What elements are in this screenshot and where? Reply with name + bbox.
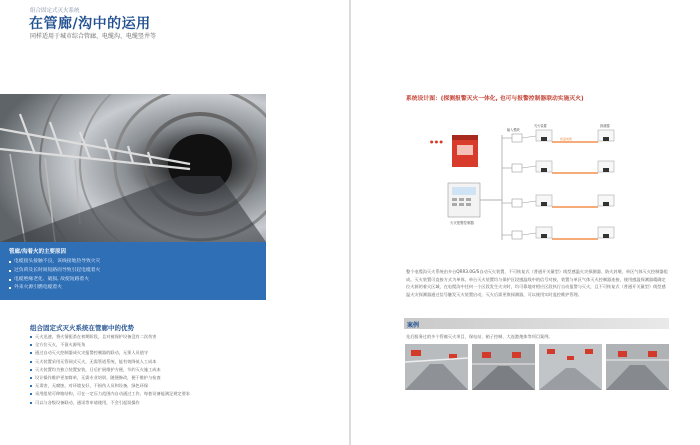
tunnel-photo xyxy=(0,94,266,242)
list-item: 设计操作维护更加简单，无需专业培训，随便修改，便于维护与检查 xyxy=(30,374,190,382)
case-description: 先后服务过的多个管廊灭火项目，保电站、箱子控制、大连港炮体等项目案例。 xyxy=(406,334,553,339)
advantages-title: 组合固定式灭火系统在管廊中的优势 xyxy=(30,324,134,332)
fire-causes-list xyxy=(9,258,266,293)
list-item: 可以与各级设备联动，通讯等申请使用，不会引起误操作 xyxy=(30,399,190,407)
page-spine xyxy=(349,0,351,445)
list-item: 过负荷及长时间短路而导致引起电缆着火 xyxy=(9,267,266,276)
case-photos xyxy=(405,344,669,390)
case-section-bar xyxy=(404,318,669,329)
case-photo xyxy=(539,344,602,390)
list-item: 外来火源引燃电缆着火 xyxy=(9,284,266,293)
detector-label: 探测器 xyxy=(600,124,610,128)
case-photo xyxy=(606,344,669,390)
list-item: 灭火装置采用无管网式灭火，无需管道系统，能有效降低人工成本 xyxy=(30,358,190,366)
svg-text:● ● ●: ● ● ● xyxy=(430,139,444,144)
page-subtitle: 同样适用于城市综合管廊、电缆沟、电缆竖井等 xyxy=(30,33,157,40)
system-diagram-drawing xyxy=(400,105,660,257)
case-label: 案例 xyxy=(407,322,420,329)
case-photo xyxy=(472,344,535,390)
list-item: 全方位灭火，不留火源死角 xyxy=(30,341,190,349)
list-item: 灭火迅速，将火情扼杀在初期阶段，且对被保护设备没有二次伤害 xyxy=(30,333,190,341)
module-label: 输入模块 xyxy=(507,128,520,132)
fire-causes-box xyxy=(0,242,266,300)
device-label: 灭火装置 xyxy=(534,124,547,128)
series-label: 组合固定式灭火系统 xyxy=(30,8,80,14)
list-item: 电缆绝缘老化、破损, 故使短路着火 xyxy=(9,276,266,285)
list-item: 通过自动灭火控制器成火灾报警控制器的联动，无须人员值守 xyxy=(30,349,190,357)
fire-causes-title: 管廊/沟着火的主要原因 xyxy=(9,249,67,255)
cable-label: 感温电缆 xyxy=(560,137,573,141)
advantages-list xyxy=(30,333,190,407)
case-photo xyxy=(405,344,468,390)
page-title: 在管廊/沟中的运用 xyxy=(29,16,151,32)
system-design-title: 系统设计图：(探测报警灭火一体化, 也可与报警控制器联动实施灭火) xyxy=(406,96,584,102)
list-item: 采用组装可伸缩结构，可在一定压力范围内自动通过工作，每套设备能满足规定要求 xyxy=(30,390,190,398)
system-diagram xyxy=(400,105,660,257)
list-item: 电缆接头接触不良，该线接地热导致火灾 xyxy=(9,258,266,267)
tunnel-illustration xyxy=(0,94,266,242)
system-description: 整个电缆沟灭火系统由多台QRR3.0G/S自动灭火装置、不可恢复式（普通开关量型）线型感温火灾探测器、防火封堵、单区气体灭火控制器组成。灭火装置可直接方式为单体，单台灭火装置均与保护区段感温线中的信号对接，装置与单区气体灭火控制器连接，使用感温探测器精确定位火源的着火区域，在电缆沟中任何一个区段发生火灾时，均可靠地对相应区段执行自动报警与灭火，且不可恢复式（普通开关量型）线型感温火灾探测器通过信号触发灭火装置启动，灭火后需更换探测器，可以使用实时监控维护管理。 xyxy=(406,269,668,297)
list-item: 无毒害，无腐蚀，对环境友好，不损伤人员和设备，绿色环保 xyxy=(30,382,190,390)
controller-label: 火灾报警控制器 xyxy=(450,221,474,225)
list-item: 灭火装置均为独立装置安装，日后扩展维护方便，节约灭火施工成本 xyxy=(30,366,190,374)
